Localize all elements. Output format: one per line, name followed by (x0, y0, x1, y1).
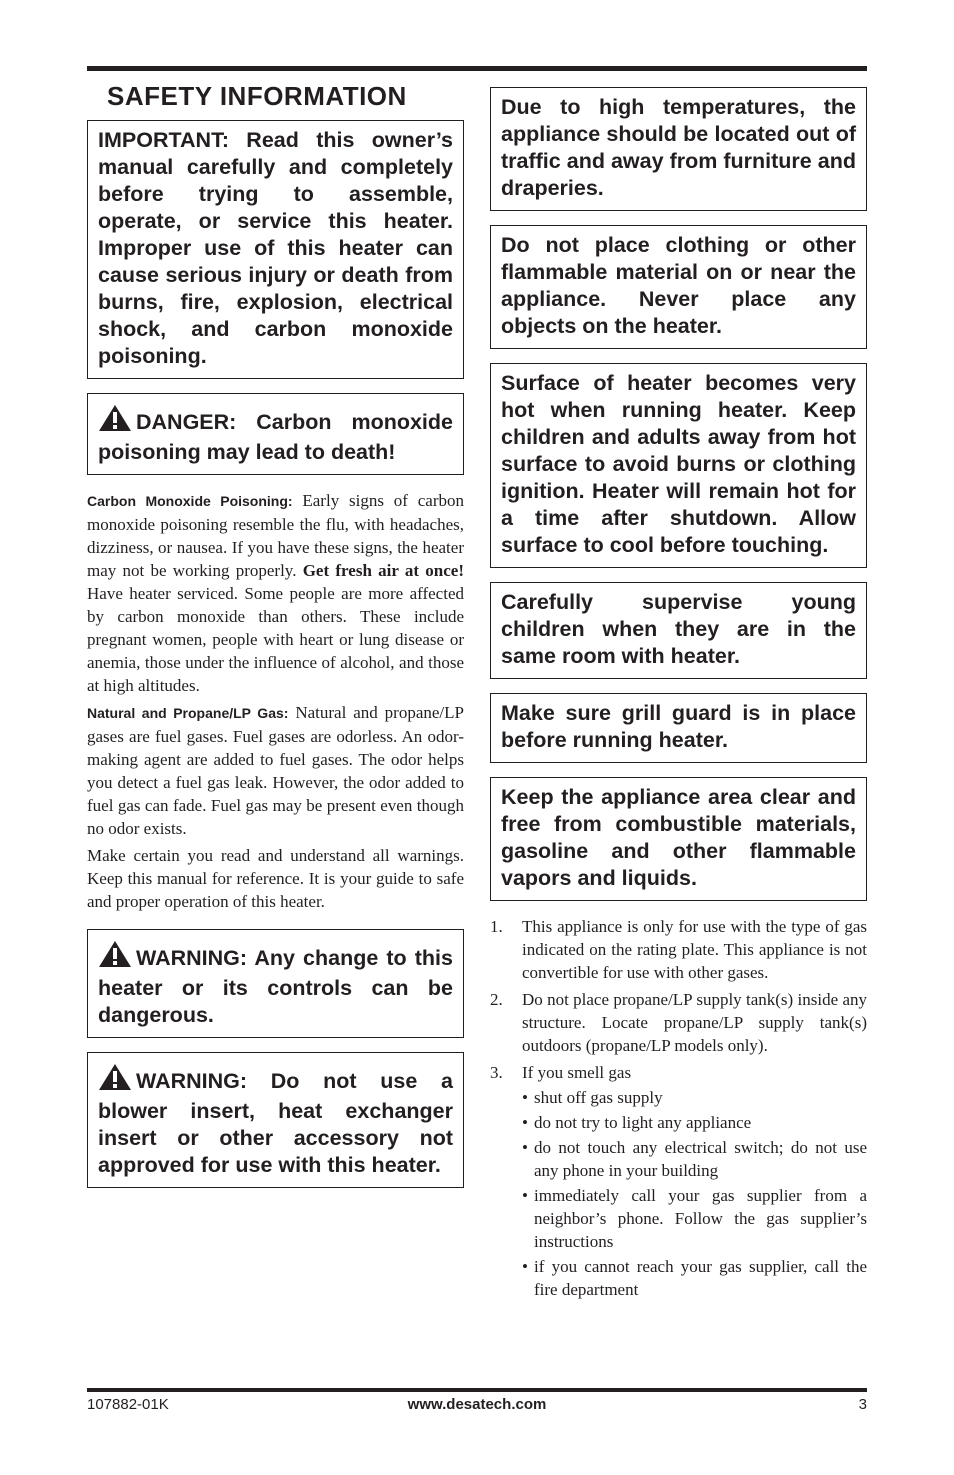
bottom-rule (87, 1388, 867, 1392)
right-column (490, 87, 867, 1305)
list-text: This appliance is only for use with the type of gas indicated on the rating plate. This appliance is not convertible for use with other gases. (522, 917, 867, 982)
co-paragraph (87, 489, 464, 697)
section-title: SAFETY INFORMATION (107, 81, 407, 111)
temperature-box: Due to high temperatures, the appliance should be located out of traffic and away from furniture and draperies. (490, 87, 867, 211)
bullet-list (522, 1086, 867, 1301)
list-number: 1. (490, 917, 503, 936)
warning-triangle-icon (98, 940, 132, 975)
list-text: If you smell gas (522, 1063, 632, 1082)
gas-paragraph (87, 701, 464, 840)
list-text: Do not place propane/LP supply tank(s) inside any structure. Locate propane/LP supply tank(s) outdoors (propane/LP models only). (522, 990, 867, 1055)
warning-box-2 (87, 1052, 464, 1188)
area-clear-box: Keep the appliance area clear and free from combustible materials, gasoline and other flammable vapors and liquids. (490, 777, 867, 901)
read-paragraph: Make certain you read and understand all warnings. Keep this manual for reference. It is your guide to safe and proper operation of this heater. (87, 846, 464, 911)
hot-surface-box: Surface of heater becomes very hot when running heater. Keep children and adults away from hot surface to avoid burns or clothing ignition. Heater will remain hot for a time after shutdown. Allow surface to cool before touching. (490, 363, 867, 568)
gas-runin: Natural and Propane/LP Gas: (87, 705, 289, 721)
list-item (490, 915, 867, 984)
left-column (87, 80, 464, 1202)
co-text-2: Have heater serviced. Some people are more affected by carbon monoxide than others. These include pregnant women, people with heart or lung disease or anemia, those under the influence of alcohol, and those at high altitudes. (87, 584, 464, 695)
list-item (490, 988, 867, 1057)
co-runin: Carbon Monoxide Poisoning: (87, 493, 293, 509)
clothing-box: Do not place clothing or other flammable material on or near the appliance. Never place any objects on the heater. (490, 225, 867, 349)
bullet-item: • do not touch any electrical switch; do not use any phone in your building (522, 1138, 867, 1180)
danger-box (87, 393, 464, 475)
important-text: IMPORTANT: Read this owner’s manual carefully and completely before trying to assemble, operate, or service this heater. Improper use of this heater can cause serious injury or death from burns, fire, explosion, electrical shock, and carbon monoxide poisoning. (98, 128, 453, 368)
warning-triangle-icon (98, 404, 132, 439)
gas-text: Natural and propane/LP gases are fuel gases. Fuel gases are odorless. An odor-making agent are added to fuel gases. The odor helps you detect a fuel gas leak. However, the odor added to fuel gas can fade. Fuel gas may be present even though no odor exists. (87, 703, 464, 838)
list-number: 2. (490, 990, 503, 1009)
top-rule (87, 66, 867, 71)
grill-guard-box: Make sure grill guard is in place before running heater. (490, 693, 867, 763)
bullet-item: • immediately call your gas supplier from a neighbor’s phone. Follow the gas supplier’s instructions (522, 1186, 867, 1251)
list-item (490, 1061, 867, 1301)
supervise-box: Carefully supervise young children when they are in the same room with heater. (490, 582, 867, 679)
bullet-item: • if you cannot reach your gas supplier, call the fire department (522, 1257, 867, 1299)
warning-box-1 (87, 929, 464, 1038)
bullet-item: • do not try to light any appliance (522, 1113, 752, 1132)
part-number: 107882-01K (87, 1396, 169, 1413)
danger-label: DANGER: (136, 410, 237, 434)
important-box (87, 120, 464, 379)
page-number: 3 (858, 1396, 867, 1413)
warning-1-text: WARNING: Any change to this heater or its controls can be dangerous. (98, 946, 453, 1027)
warning-2-text: WARNING: Do not use a blower insert, heat exchanger insert or other accessory not approved for use with this heater. (98, 1069, 453, 1177)
website-link[interactable]: www.desatech.com (407, 1396, 547, 1413)
danger-text: Carbon monoxide poisoning may lead to death! (98, 410, 453, 464)
bullet-item: • shut off gas supply (522, 1088, 663, 1107)
warning-triangle-icon (98, 1063, 132, 1098)
co-text-1: Early signs of carbon monoxide poisoning resemble the flu, with headaches, dizziness, or nausea. If you have these signs, the heater may not be working properly. (87, 491, 464, 580)
numbered-list (490, 915, 867, 1301)
list-number: 3. (490, 1063, 503, 1082)
co-bold: Get fresh air at once! (302, 561, 464, 580)
